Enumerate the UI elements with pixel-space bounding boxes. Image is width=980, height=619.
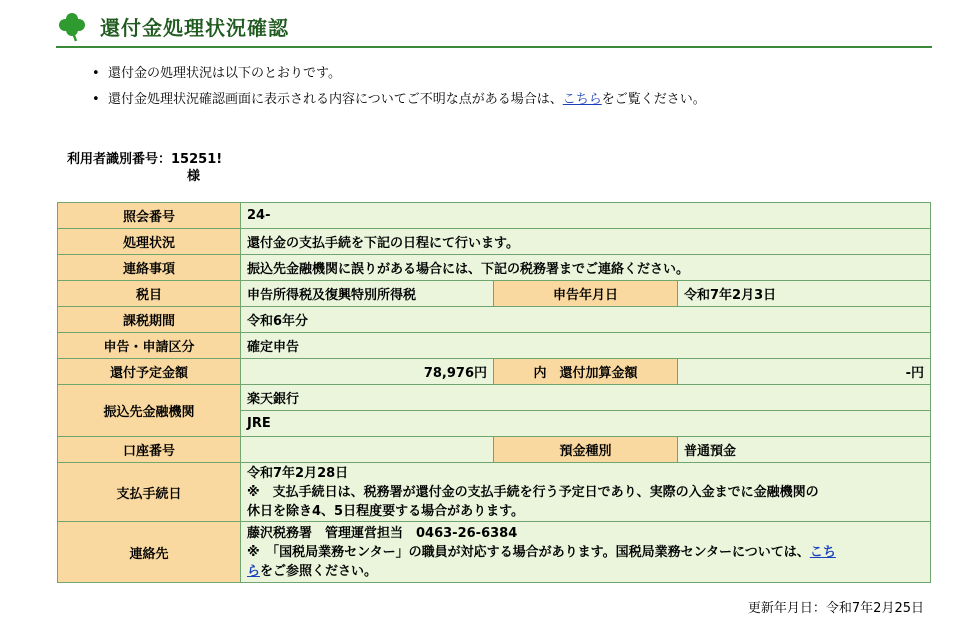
table-row	[58, 203, 931, 229]
contact-note-text: ※ 「国税局業務センター」の職員が対応する場合があります。国税局業務センターについては、	[247, 544, 810, 560]
category-label: 申告・申請区分	[58, 333, 241, 359]
center-link[interactable]: ら	[247, 563, 261, 579]
page-header	[56, 6, 932, 48]
filing-date-value: 令和7年2月3日	[678, 281, 931, 307]
period-value: 令和6年分	[241, 307, 931, 333]
filing-date-label: 申告年月日	[494, 281, 678, 307]
bank-label: 振込先金融機関	[58, 385, 241, 437]
table-row	[58, 359, 931, 385]
contact-matter-label: 連絡事項	[58, 255, 241, 281]
inquiry-no-label: 照会番号	[58, 203, 241, 229]
table-row	[58, 229, 931, 255]
amount-value: 78,976円	[241, 359, 494, 385]
period-label: 課税期間	[58, 307, 241, 333]
notice-item	[90, 90, 706, 116]
refund-status-table	[57, 202, 931, 583]
update-date: 更新年月日：令和7年2月25日	[747, 601, 924, 616]
table-row	[58, 281, 931, 307]
account-no-label: 口座番号	[58, 437, 241, 463]
payment-value	[241, 463, 931, 522]
tax-item-value: 申告所得税及復興特別所得税	[241, 281, 494, 307]
payment-label: 支払手続日	[58, 463, 241, 522]
contact-note-text: をご参照ください。	[260, 563, 378, 579]
bank-branch: JRE	[241, 411, 931, 437]
table-row	[58, 463, 931, 522]
notice-text: 還付金処理状況確認画面に表示される内容についてご不明な点がある場合は、	[108, 92, 563, 107]
status-value: 還付金の支払手続を下記の日程にて行います。	[241, 229, 931, 255]
table-row	[58, 255, 931, 281]
table-row	[58, 522, 931, 583]
table-row	[58, 333, 931, 359]
category-value: 確定申告	[241, 333, 931, 359]
contact-office: 藤沢税務署 管理運営担当 0463-26-6384	[247, 525, 518, 541]
account-no-value	[241, 437, 494, 463]
table-row	[58, 307, 931, 333]
notice-text: をご覧ください。	[601, 92, 706, 107]
addition-value: -円	[678, 359, 931, 385]
user-honorific: 様	[187, 169, 201, 184]
bank-name: 楽天銀行	[241, 385, 931, 411]
deposit-type-label: 預金種別	[494, 437, 678, 463]
contact-note	[247, 543, 924, 562]
contact-value	[241, 522, 931, 583]
contact-label: 連絡先	[58, 522, 241, 583]
notice-list	[90, 64, 706, 116]
center-link[interactable]: こち	[809, 544, 836, 560]
notice-text: 還付金の処理状況は以下のとおりです。	[108, 66, 341, 81]
user-id-label: 利用者識別番号：	[67, 152, 172, 167]
deposit-type-value: 普通預金	[678, 437, 931, 463]
clover-icon	[56, 10, 88, 42]
table-row	[58, 437, 931, 463]
payment-note: 休日を除き4、5日程度要する場合があります。	[247, 503, 525, 519]
status-label: 処理状況	[58, 229, 241, 255]
user-id-value: 15251!	[171, 152, 223, 167]
amount-label: 還付予定金額	[58, 359, 241, 385]
contact-matter-value: 振込先金融機関に誤りがある場合には、下記の税務署までご連絡ください。	[241, 255, 931, 281]
inquiry-no-value: 24-	[241, 203, 931, 229]
tax-item-label: 税目	[58, 281, 241, 307]
page-title: 還付金処理状況確認	[100, 16, 289, 40]
contact-note	[247, 562, 924, 581]
addition-label: 内 還付加算金額	[494, 359, 678, 385]
notice-item	[90, 64, 706, 90]
help-link[interactable]: こちら	[562, 92, 602, 107]
table-row	[58, 385, 931, 411]
payment-date: 令和7年2月28日	[247, 465, 349, 481]
payment-note: ※ 支払手続日は、税務署が還付金の支払手続を行う予定日であり、実際の入金までに金融機関の	[247, 484, 819, 500]
